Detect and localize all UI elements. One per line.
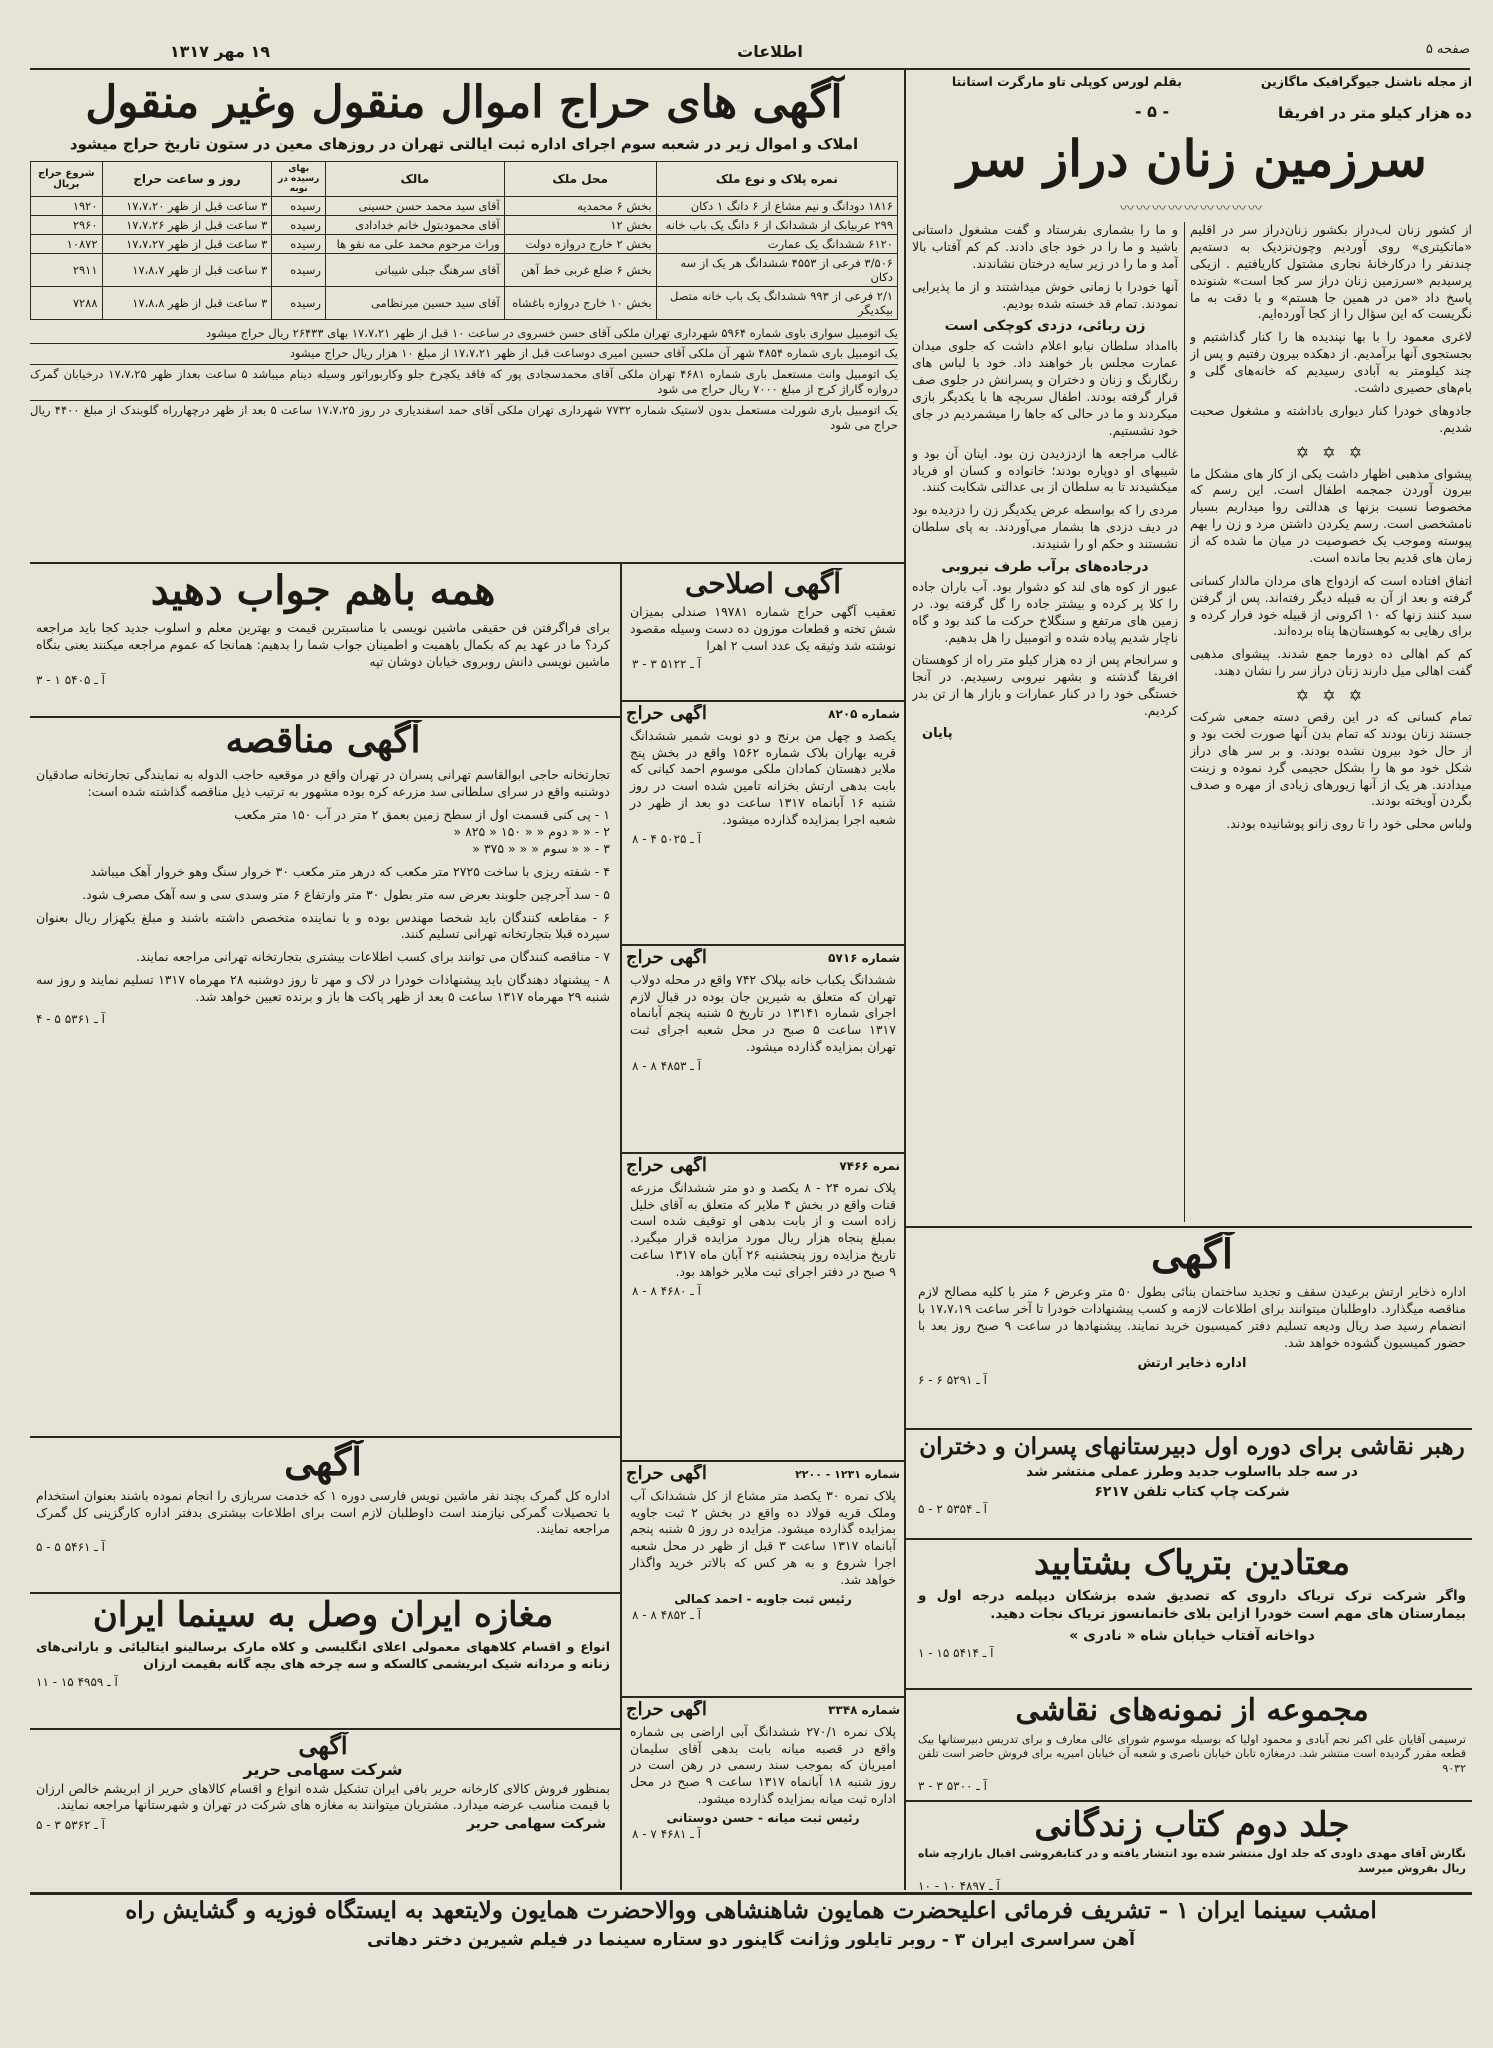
tender-item: ۳ - « « سوم « « « ۳۷۵ « xyxy=(472,840,610,856)
table-row xyxy=(31,286,898,319)
tender-item: ۵ - سد آجرچین جلوبند بعرض سه متر بطول ۳۰ متر وارتفاع ۶ متر وسدی سی و سه آهک مصرف شود. xyxy=(82,886,610,902)
cinema-banner xyxy=(30,1898,1472,1988)
ad-rule xyxy=(622,944,904,946)
table-cell: رسیده xyxy=(272,253,326,286)
masthead-date: ۱۹ مهر ۱۳۱۷ xyxy=(169,42,270,61)
feature-para: اتفاق افتاده است که ازدواج های مردان مالدار کسانی گرفته و بعد از آن به قبیله دیگر رفته‌اند. پس از گرفتن سبد کنند زنها که ۱۰ اکرونی از قبیله خود فرار کرده و برای رهایی به کوهستان‌ها پناه برده‌اند. xyxy=(1190,572,1472,639)
ad-silk-ref: آ ـ ۵۳۶۲ ۳ - ۵ xyxy=(36,1818,105,1833)
feature-para: و ما را بشماری بفرستاد و گفت مشغول داستانی باشید و ما را در خود جای دادند. کم کم آفتاب بالا آمد و ما را در زیر سایه درختان نشاندند. xyxy=(912,222,1178,271)
ad-auction4-num: شماره ۱۲۳۱ - ۲۲۰۰ xyxy=(795,1467,900,1481)
auction-note: یک اتومبیل وانت مستعمل باری شماره ۴۶۸۱ تهران ملکی آقای محمدسجادی پور که فاقد یکچرخ جلو وکاربوراتور وسیله دینام میباشد ۵ ساعت بعداز ظهر ۱۷،۷،۲۵ درخیابان گمرک دروازه گاراژ کرج از مبلغ ۷۰۰۰ ریال حراج می شود xyxy=(30,365,898,401)
table-cell: رسیده xyxy=(272,196,326,215)
banner-main: امشب سینما ایران ۱ - تشریف فرمائی اعلیحضرت همایون شاهنشاهی ووالاحضرت همایون ولایتعهد به ایستگاه فوزیه و گشایش راه xyxy=(125,1898,1377,1924)
ad-auction5-sign: رئیس ثبت میانه - حسن دوستانی xyxy=(666,1811,860,1826)
table-cell: ۳ ساعت قبل از ظهر ۱۷،۷،۲۶ xyxy=(102,215,272,234)
ad-book-ref: آ ـ ۴۸۹۷ ۱۰ - ۱۰ xyxy=(918,1878,1000,1890)
ad-auction2 xyxy=(626,948,900,1148)
tender-item: ۴ - شفته ریزی با ساخت ۲۷۲۵ متر مکعب که درهر متر مکعب ۳۰ خروار سنگ وهو خروار آهک میباشد xyxy=(90,863,610,879)
star-ornament: ✡ ✡ ✡ xyxy=(1295,442,1367,462)
table-cell: آقای محمودبتول خانم خدادادی xyxy=(325,215,504,234)
tender-item: ۶ - مقاطعه کنندگان باید شخصا مهندس بوده و یا نماینده متخصص داشته باشند و مبلغ یکهزار ریال بعنوان سپرده قبلا بتجارتخانه تهرانی تسلیم کنند. xyxy=(36,909,610,942)
ad-notice1-title: آگهی xyxy=(284,1440,362,1484)
ad-auction3-title: آگهی حراج xyxy=(626,1156,707,1176)
tender-item: ۲ - « « دوم « « ۱۵۰ « ۸۲۵ « xyxy=(453,824,610,840)
ad-reform-ref: آ ـ ۵۱۲۲ ۳ - ۳ xyxy=(632,656,701,671)
ad-auction2-head xyxy=(626,948,900,969)
ad-army-title: آگهی xyxy=(1151,1232,1233,1278)
feature-title-ornament: 〰〰〰〰〰〰〰〰〰 xyxy=(1120,201,1264,217)
table-cell: ۷۲۸۸ xyxy=(31,286,103,319)
ad-rule xyxy=(906,1538,1472,1540)
ad-auction5-head xyxy=(626,1700,900,1721)
table-cell: ۳/۵۰۶ فرعی از ۴۵۵۳ ششدانگ هر یک از سه دکان xyxy=(656,253,897,286)
ad-rule xyxy=(906,1428,1472,1430)
feature-source: از مجله ناشنل جیوگرافیک ماگازین xyxy=(1260,74,1472,89)
ad-book-body: نگارش آقای مهدی داودی که جلد اول منتشر شده بود انتشار یافته و در کتابفروشی اقبال بازارچه شاه ریال بفروش میرسد xyxy=(918,1847,1466,1875)
tender-item: ۱ - پی کنی قسمت اول از سطح زمین بعمق ۲ متر در آب ۱۵۰ متر مکعب xyxy=(234,807,610,823)
ad-auction5 xyxy=(626,1700,900,1888)
auction-intro: املاک و اموال زیر در شعبه سوم اجرای اداره ثبت ایالتی تهران در روزهای معین در ستون تاریخ حراج میشود xyxy=(69,134,859,153)
ad-opium-ref: آ ـ ۵۴۱۴ ۱۵ - ۱ xyxy=(918,1645,994,1660)
table-cell: ۶۱۲۰ ششدانگ یک عمارت xyxy=(656,234,897,253)
feature-para: از کشور زنان لب‌دراز بکشور زنان‌دراز سر در اقلیم «ماتکیتری» روی آوردیم وچون‌نزدیک به دسته‌یم چندنفر را درکارخانهٔ نجاری مشتول کاریافتیم . ازیکی پرسیدیم «سرزمین زنان دراز سر کجا است» شنونده پاسخ داد «من در همین جا هستم» و با دقت به ما نگریست که این سؤال را از کجا آورده‌ایم. xyxy=(1190,222,1472,322)
ad-tender xyxy=(30,720,616,1432)
middle-right-divider xyxy=(620,564,622,1890)
ad-auction3-head xyxy=(626,1156,900,1177)
ad-auction2-title: آگهی حراج xyxy=(626,948,707,968)
feature-end: پایان xyxy=(922,725,953,741)
ad-opium xyxy=(912,1544,1472,1684)
ad-tender-body xyxy=(36,767,610,1006)
ad-auction3 xyxy=(626,1156,900,1456)
ad-rule xyxy=(30,716,622,718)
auction-section xyxy=(30,72,898,560)
ad-rule xyxy=(906,1688,1472,1690)
ad-army-sign: اداره ذخایر ارتش xyxy=(1137,1355,1247,1371)
feature-title: سرزمین زنان دراز سر xyxy=(957,130,1427,188)
feature-subtitle: ده هزار کیلو متر در افریقا xyxy=(1278,104,1472,122)
ad-auction3-body: پلاک نمره ۲۴ - ۸ یکصد و دو متر ششدانگ مزرعه قنات واقع در بخش ۴ ملایر که متعلق به آقای خلیل زاده است و از بابت بدهی او توقیف شده است بمبلغ پنجاه هزار ریال مورد مزایده قرار میگیرد. تاریخ مزایده روز پنجشنبه ۲۶ آبان ماه ۱۳۱۷ ساعت ۹ صبح در دفتر اجرای ثبت ملایر خواهد بود. xyxy=(630,1179,896,1280)
table-row xyxy=(31,215,898,234)
table-cell: ۲۹۶۰ xyxy=(31,215,103,234)
auction-header-cell: شروع حراج بریال xyxy=(31,161,103,196)
ad-auction1-title: آگهی حراج xyxy=(626,704,707,724)
feature-author: بقلم لورس کوپلی تاو مارگرت استانتا xyxy=(951,74,1182,89)
tender-item: ۷ - مناقصه کنندگان می توانند برای کسب اطلاعات بیشتری بتجارتخانه تهرانی مراجعه نمایند. xyxy=(136,949,610,965)
table-cell: بخش ۱۰ خارج دروازه باغشاه xyxy=(504,286,656,319)
feature-para: جادوهای خودرا کنار دیواری باداشته و مشغول صحبت شدیم. xyxy=(1190,402,1472,435)
table-cell: آقای سید محمد حسن حسینی xyxy=(325,196,504,215)
auction-header-cell: روز و ساعت حراج xyxy=(102,161,272,196)
feature-para: لاغری معمود را با بها نپندیده ها را کنار گذاشتیم و بجستجوی آنها برآمدیم. از دهکده بیرون رفتیم و پس از چند کیلومتر به آبادی رسیدیم که خانه‌های گلی و بام‌های حصیری داشت. xyxy=(1190,329,1472,395)
ad-auction4 xyxy=(626,1464,900,1692)
feature-para: و سرانجام پس از ده هزار کیلو متر راه از کوهستان افریقا گذشته و بشهر نیروبی رسیدیم. در آنجا خستگی خود را در کنار عمارات و بازار ها از تن بدر کردیم. xyxy=(912,652,1178,718)
ad-auction5-num: شماره ۳۳۴۸ xyxy=(828,1703,900,1718)
ad-store xyxy=(30,1596,616,1724)
ad-silk xyxy=(30,1732,616,1890)
feature-header xyxy=(912,72,1472,220)
feature-part: - ۵ - xyxy=(1134,102,1170,121)
table-cell: بخش ۱۲ xyxy=(504,215,656,234)
ad-answer-title: همه باهم جواب دهید xyxy=(150,568,496,614)
table-cell: بخش ۲ خارج دروازه دولت xyxy=(504,234,656,253)
ad-painting xyxy=(912,1434,1472,1534)
ad-auction1 xyxy=(626,704,900,940)
masthead-rule xyxy=(30,68,1470,70)
ad-auction4-sign: رئیس ثبت جاویه - احمد کمالی xyxy=(674,1591,852,1606)
auction-header-row xyxy=(31,161,898,196)
ad-reform-title: آگهی اصلاحی xyxy=(684,568,841,600)
ad-collection-title: مجموعه از نمونه‌های نقاشی xyxy=(1015,1694,1369,1728)
tender-item: تجارتخانه حاجی ابوالقاسم تهرانی پسران در تهران واقع در موقعیه حاجب الدوله به نمایندگی تجارتخانه صادقیان دوشنبه واقع در سرای سلطانی سد مزرعه کره بوده مشهور به ترتیب ذیل مناقصه گذاشته شده است: xyxy=(36,767,610,800)
ad-army-body: اداره ذخایر ارتش برعیدن سقف و تجدید ساختمان بنائی بطول ۵۰ متر وعرض ۶ متر با کلیه مصالح لازم مناقصه میگذارد. داوطلبان میتوانند برای اطلاعات لازمه و کسب پیشنهادات خودرا تا آخر ساعت ۱۷،۷،۱۹ با انضمام رسید صد ریال ودیعه تسلیم دفتر کمیسیون خرید نمایند. پیشنهادها در ساعت ۹ صبح روز بعد با حضور کمیسیون گشوده خواهد شد. xyxy=(918,1284,1466,1350)
banner-top-rule xyxy=(30,1892,1472,1895)
auction-header-cell: محل ملک xyxy=(504,161,656,196)
ad-store-body: انواع و اقسام کلاههای معمولی اعلای انگلیسی و کلاه مارک برسالینو ایتالیائی و بارانی‌های زنانه و مردانه شیک ابریشمی کالسکه و سه چرخه های بچه گانه بقیمت ارزان xyxy=(36,1639,610,1671)
ad-collection xyxy=(912,1694,1472,1798)
ad-auction2-ref: آ ـ ۴۸۵۳ ۸ - ۸ xyxy=(632,1059,701,1074)
ad-auction1-head xyxy=(626,704,900,725)
auction-header-cell: مالک xyxy=(325,161,504,196)
ad-rule xyxy=(622,1696,904,1698)
ad-auction3-ref: آ ـ ۴۶۸۰ ۸ - ۸ xyxy=(632,1283,701,1298)
ad-silk-sign: شرکت سهامی حریر xyxy=(466,1816,606,1833)
table-cell: ۲۹۹ عربیابک از ششدانک از ۶ دانگ یک باب خانه xyxy=(656,215,897,234)
ad-auction4-body: پلاک نمره ۳۰ یکصد متر مشاع از کل ششدانک آب وملک قریه فولاد ده واقع در بخش ۲ ثبت جاویه بمزایده گذارده میشود. مزایده در روز ۵ شنبه پنجم آبانماه ۱۳۱۷ ساعت ۳ قبل از ظهر در محل شعبه اجرا شروع و به هر کس که بالاتر خرید واگذار خواهد شد. xyxy=(630,1487,897,1588)
table-cell: ۳ ساعت قبل از ظهر ۱۷،۸،۸ xyxy=(102,286,272,319)
ad-rule xyxy=(30,1436,622,1438)
feature-para: ولباس محلی خود را تا روی زانو پوشانیده بودند. xyxy=(1226,816,1472,832)
ad-auction4-head xyxy=(626,1464,900,1485)
ad-auction4-ref: آ ـ ۴۸۵۲ ۸ - ۸ xyxy=(632,1607,701,1622)
ad-army xyxy=(912,1232,1472,1424)
feature-para: آنها خودرا با زمانی خوش میداشتند و از ما پذیرایی نمودند. تمام قد خسته شده بودیم. xyxy=(912,278,1178,311)
table-row xyxy=(31,196,898,215)
auction-note: یک اتومبیل باری شماره ۴۸۵۴ شهر آن ملکی آقای حسین امیری دوساعت قبل از ظهر ۱۷،۷،۲۱ از مبلغ ۱۰ هزار ریال حراج میشود xyxy=(30,344,898,365)
ad-auction1-num: شماره ۸۲۰۵ xyxy=(828,707,900,722)
ad-notice1-ref: آ ـ ۵۴۶۱ ۵ - ۵ xyxy=(36,1540,105,1555)
ad-book-title: جلد دوم کتاب زندگانی xyxy=(1034,1806,1350,1845)
ad-rule xyxy=(622,1460,904,1462)
ad-silk-subtitle: شرکت سهامی حریر xyxy=(243,1759,403,1779)
table-cell: رسیده xyxy=(272,286,326,319)
ad-painting-title: رهبر نقاشی برای دوره اول دبیرستانهای پسران و دختران xyxy=(919,1434,1465,1460)
table-cell: ۱۸۱۶ دودانگ و نیم مشاع از ۶ دانگ ۱ دکان xyxy=(656,196,897,215)
feature-para: کم کم اهالی ده دورما جمع شدند. پیشوای مذهبی گفت اهالی میل دارند زنان دراز سر را نشان دهند. xyxy=(1190,646,1472,679)
masthead-page: صفحه ۵ xyxy=(1425,42,1470,57)
ad-book xyxy=(912,1806,1472,1890)
ad-store-title: مغازه ایران وصل به سینما ایران xyxy=(92,1596,554,1635)
feature-col-a xyxy=(1190,222,1472,1222)
ad-store-ref: آ ـ ۴۹۵۹ ۱۵ - ۱۱ xyxy=(36,1674,118,1689)
ad-army-ref: آ ـ ۵۲۹۱ ۶ - ۶ xyxy=(918,1372,987,1387)
table-row xyxy=(31,234,898,253)
feature-para: عبور از کوه های لند کو دشوار بود. آب باران جاده را کلا پر کرده و بیشتر جاده را گل گرفته بود. در زمین های مرتفع و سنگلاخ حرکت ما کند بود و گاه ناچار شدیم پیاده شده و اتومبیل را هل بدهیم. xyxy=(912,578,1178,645)
ad-tender-title: آگهی مناقصه xyxy=(225,720,421,761)
table-cell: ۱۹۲۰ xyxy=(31,196,103,215)
masthead xyxy=(30,36,1470,66)
star-ornament: ✡ ✡ ✡ xyxy=(1295,686,1367,705)
ad-auction4-title: آگهی حراج xyxy=(626,1464,707,1484)
table-cell: ۳ ساعت قبل از ظهر ۱۷،۷،۲۰ xyxy=(102,196,272,215)
table-cell: بخش ۶ ضلع غربی خط آهن xyxy=(504,253,656,286)
ad-notice1-body: اداره کل گمرک بچند نفر ماشین نویس فارسی دوره ۱ که خدمت سربازی را انجام نموده باشند بعنوان استخدام با تحصیلات گمرکی نیازمند است داوطلبان لازم است برای اطلاعات بیشتری بدفتر اداره کارگزینی کل گمرک مراجعه نمایند. xyxy=(36,1487,610,1537)
table-cell: رسیده xyxy=(272,215,326,234)
ad-reform xyxy=(626,568,900,696)
ad-auction1-ref: آ ـ ۵۰۲۵ ۴ - ۸ xyxy=(632,831,701,846)
ad-silk-body: بمنظور فروش کالای کارخانه حریر بافی ایران تشکیل شده انواع و اقسام کالاهای حریر از ابریشم خالص ارزان با قیمت مناسب عرضه میدارد. مشتریان میتوانند به مغازه های شرکت در تهران و شهرستانها مراجعه نمایند. xyxy=(36,1780,610,1813)
ad-silk-title: آگهی xyxy=(298,1732,348,1760)
ad-collection-ref: آ ـ ۵۳۰۰ ۳ - ۳ xyxy=(918,1779,987,1794)
table-row xyxy=(31,253,898,286)
table-cell: ۲/۱ فرعی از ۹۹۳ ششدانگ یک باب خانه متصل بیکدیگر xyxy=(656,286,897,319)
feature-col-b xyxy=(912,222,1178,1222)
feature-para: تمام کسانی که در این رقص دسته جمعی شرکت جستند زنان بودند که تمام بدن آنها صورت لخت بود و از حال خود بیرون نشده بودند. و بر سر های دراز شکل خود مو ها را بشکل حجیمی گرد نموده و زینت میدادند. هر یک از آنها زیورهای زیادی از مهره و صدف بگردن آویخته بودند. xyxy=(1190,709,1472,809)
tender-item: ۸ - پیشنهاد دهندگان باید پیشنهادات خودرا در لاک و مهر تا روز دوشنبه ۲۸ مهرماه ۱۳۱۷ تسلیم نمایند و روز سه شنبه ۲۹ مهرماه ۱۳۱۷ ساعت ۵ بعد از ظهر پاکت ها باز و برنده تعیین خواهد شد. xyxy=(36,972,610,1005)
feature-subheading: زن ربائی، دزدی کوچکی است xyxy=(944,318,1146,335)
ad-answer-ref: آ ـ ۵۴۰۵ ۱ - ۳ xyxy=(36,672,105,687)
auction-table xyxy=(30,161,898,320)
ad-rule xyxy=(30,1592,622,1594)
table-cell: ۱۰۸۷۲ xyxy=(31,234,103,253)
ad-opium-title: معتادین بتریاک بشتابید xyxy=(1033,1544,1351,1583)
table-cell: آقای سرهنگ جبلی شیبانی xyxy=(325,253,504,286)
ad-notice1 xyxy=(30,1440,616,1588)
table-cell: بخش ۶ محمدیه xyxy=(504,196,656,215)
feature-para: پیشوای مذهبی اظهار داشت یکی از کار های مشکل ما بیرون آوردن جمجمه اطفال است. این رسم که مخصوصا نسبت بزنها ی هدالتی روا میداریم بسیار نامشخصی است. رسم یکردن داشتن مرد و زن را بهم پیوسته وموجب یک خصوصیت در میان ما شده که از زمان های قدیم بجا مانده است. xyxy=(1190,465,1472,565)
ad-answer xyxy=(30,568,616,714)
ad-auction2-num: شماره ۵۷۱۶ xyxy=(828,951,900,966)
table-cell: رسیده xyxy=(272,234,326,253)
ad-auction5-ref: آ ـ ۴۶۸۱ ۷ - ۸ xyxy=(632,1827,701,1842)
feature-para: باامداد سلطان نیابو اعلام داشت که جلوی میدان عمارت مجلس بار خواهند داد. خود با لباس های رنگارنگ و زنان و دختران و پسرانش در جلوی صف قرار گرفته بودند. اطفال سربچه ها با یکدیگر بازی میکردند و ما در حالی که جاها را میشمردیم در جای خود نشستیم. xyxy=(912,338,1178,438)
masthead-paper: اطلاعات xyxy=(737,42,803,61)
ad-auction2-body: ششدانگ یکباب خانه بپلاک ۷۴۲ واقع در محله دولاب تهران که متعلق به شیرین جان بوده در قبال لازم اجرای شماره ۱۳۱۴۱ در تاریخ ۵ شنبه پنجم آبانماه ۱۳۱۷ ساعت ۵ صبح در محل شعبه اجرای ثبت تهران بمزایده گذارده میشود. xyxy=(630,971,896,1055)
ad-opium-body: واگر شرکت ترک تریاک داروی که تصدیق شده بزشکان دیپلمه درجه اول و بیمارستان های مهم است خودرا ازاین بلای خانمانسوز تریاک نجات دهید. xyxy=(918,1588,1466,1623)
feature-para: غالب مراجعه ها ازدزدیدن زن بود. اینان آن بود و شیبهای او دوپاره بودند؛ خانواده و کسان او فریاد میکشیدند تا به سلطان از بی عدالتی شکایت کنند. xyxy=(912,445,1178,495)
auction-notes xyxy=(30,324,898,436)
table-cell: ۳ ساعت قبل از ظهر ۱۷،۸،۷ xyxy=(102,253,272,286)
table-cell: وراث مرحوم محمد علی مه نقو ها xyxy=(325,234,504,253)
ad-silk-footer xyxy=(30,1816,616,1832)
auction-title: آگهی های حراج اموال منقول وغیر منقول xyxy=(85,77,843,128)
table-cell: ۳ ساعت قبل از ظهر ۱۷،۷،۲۷ xyxy=(102,234,272,253)
auction-header-cell: نمره پلاک و نوع ملک xyxy=(656,161,897,196)
ad-painting-ref: آ ـ ۵۳۵۴ ۲ - ۵ xyxy=(918,1502,987,1517)
feature-subheading: درجاده‌های برآب طرف نیروبی xyxy=(941,558,1149,575)
table-cell: ۲۹۱۱ xyxy=(31,253,103,286)
feature-para: مردی را که بواسطه عرض یکدیگر زن را دزدیده بود در دیف دزدی ها بشمار می‌آوردند. به پای سلطان نشستند و حکم او را شنیدند. xyxy=(912,502,1178,551)
ad-rule xyxy=(30,1728,622,1730)
feature-col-divider xyxy=(1184,222,1185,1222)
feature-end-rule xyxy=(906,1226,1472,1228)
ad-reform-body: تعقیب آگهی حراج شماره ۱۹۷۸۱ صندلی بمیزان شش تخته و قطعات موزون ده دست وسیله مقصود نوشته شد وثیقه یک عدد اسب ۲ اهرا xyxy=(630,604,896,653)
ad-rule xyxy=(906,1800,1472,1802)
ad-painting-sign: شرکت چاپ کتاب تلفن ۶۲۱۷ xyxy=(1094,1484,1290,1501)
table-cell: آقای سید حسین میرنظامی xyxy=(325,286,504,319)
ad-painting-body: در سه جلد بااسلوب جدید وطرز عملی منتشر شد xyxy=(1026,1464,1358,1481)
ad-answer-body: برای فراگرفتن فن حقیقی ماشین نویسی با مناسبترین قیمت و بهترین معلم و اسلوب جدید کجا باید مراجعه کرد؟ ما در عهد یم که بکمال باهمیت و اطمینان جواب شما را بدهیم: همانجا که عموم مراجعه میکنند یعنی بنگاه ماشین نویسی دانش روبروی خیابان دوشان تپه xyxy=(36,620,610,669)
ad-auction5-title: آگهی حراج xyxy=(626,1700,707,1720)
ad-collection-body: ترسیمی آقایان علی اکبر نجم آبادی و محمود اولیا که بوسیله موسوم شورای عالی معارف و برای تدریس دبیرستانها بیک قطعه مقرر گردیده است منتشر شد. درمغازه تابان خیابان ناصری و شعبه آن خیابان امیریه برای فروش حاضر است تلفن ۹۰۳۲ xyxy=(918,1732,1466,1776)
auction-note: یک اتومبیل باری شورلت مستعمل بدون لاستیک شماره ۷۷۳۲ شهرداری تهران ملکی آقای حمد اسفندیاری در روز ۱۷،۷،۲۵ ساعت ۵ بعد از ظهر درچهارراه گلوبندک از مبلغ ۴۴۰۰ ریال حراج می شود xyxy=(30,402,898,433)
ad-auction1-body: یکصد و چهل من برنج و دو نوبت شمیر ششدانگ قریه بهاران بلاک شماره ۱۵۶۲ واقع در بخش پنج ملایر دهستان کمادان ملکی موسوم احمد کیانی که بابت بدهی ارتش بخزانه تامین شده است در روز شنبه ۱۶ آبانماه ۱۳۱۷ ساعت دو بعد از ظهر در شعبه اجرا بمزایده گذارده میشود. xyxy=(630,727,897,828)
ad-rule xyxy=(622,700,904,702)
auction-header-cell: بهای رسیده در نوبه xyxy=(272,161,326,196)
feature-left-divider xyxy=(904,70,906,1890)
banner-sub: آهن سراسری ایران ۳ - روبر تایلور وژانت گاینور دو ستاره سینما در فیلم شیرین دختر دهاتی xyxy=(367,1930,1135,1951)
ad-auction5-body: پلاک نمره ۲۷۰/۱ ششدانگ آبی اراضی بی شماره واقع در قصبه میانه بابت بدهی آقای سلیمان امیریان که بموجب سند رسمی در رهن است در روز شنبه ۱۸ آبانماه ۱۳۱۷ ساعت ۹ صبح در محل اداره ثبت میانه بمزایده گذارده میشود. xyxy=(630,1723,896,1807)
ad-rule xyxy=(622,1152,904,1154)
auction-note: یک اتومبیل سواری باوی شماره ۵۹۶۴ شهرداری تهران ملکی آقای حسن خسروی در ساعت ۱۰ قبل از ظهر ۱۷،۷،۲۱ بهای ۲۶۴۳۳ ریال حراج میشود xyxy=(30,324,898,345)
ad-opium-addr: دواخانه آفتاب خیابان شاه « نادری » xyxy=(1069,1627,1315,1644)
ad-tender-ref: آ ـ ۵۳۶۱ ۵ - ۴ xyxy=(36,1011,105,1026)
auction-bottom-rule xyxy=(30,562,904,564)
ad-auction3-num: نمره ۷۴۶۶ xyxy=(839,1159,900,1174)
